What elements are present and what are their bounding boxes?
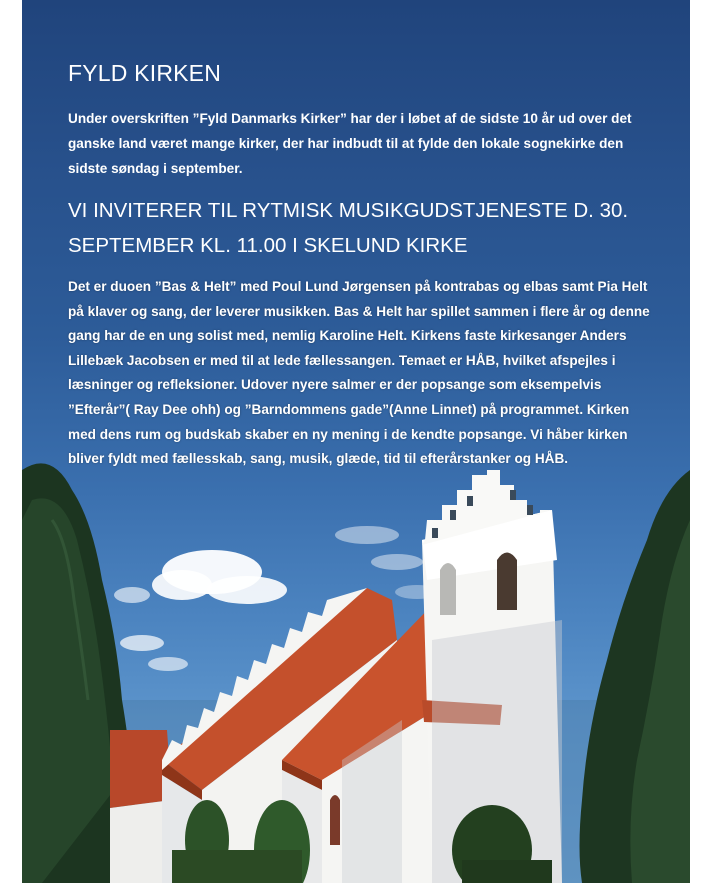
intro-paragraph: Under overskriften ”Fyld Danmarks Kirker” har der i løbet af de sidste 10 år ud over det ganske land været mange kirker, der har indbudt til at fylde den lokale sognekirke den sidste søndag i september. <box>68 111 632 176</box>
event-headline: VI INVITERER TIL RYTMISK MUSIKGUDSTJENESTE D. 30. SEPTEMBER KL. 11.00 I SKELUND KIRKE <box>68 199 629 257</box>
right-tree <box>580 470 691 883</box>
poster <box>22 0 690 883</box>
event-description: Det er duoen ”Bas & Helt” med Poul Lund Jørgensen på kontrabas og elbas samt Pia Helt på klaver og sang, der leverer musikken. Bas & Helt har spillet sammen i flere år og denne gang har de en ung solist med, nemlig Karoline Helt. Kirkens faste kirkesanger Anders Lillebæk Jacobsen er med til at lede fællessangen. Temaet er HÅB, hvilket afspejles i læsninger og refleksioner. Udover nyere salmer er der popsange som eksempelvis ”Efterår”( Ray Dee ohh) og ”Barndommens gade”(Anne Linnet) på programmet. Kirken med dens rum og budskab skaber en ny mening i de kendte popsange. Vi håber kirken bliver fyldt med fællesskab, sang, musik, glæde, tid til efterårstanker og HÅB. <box>68 279 650 467</box>
page-title: FYLD KIRKEN <box>68 60 222 86</box>
